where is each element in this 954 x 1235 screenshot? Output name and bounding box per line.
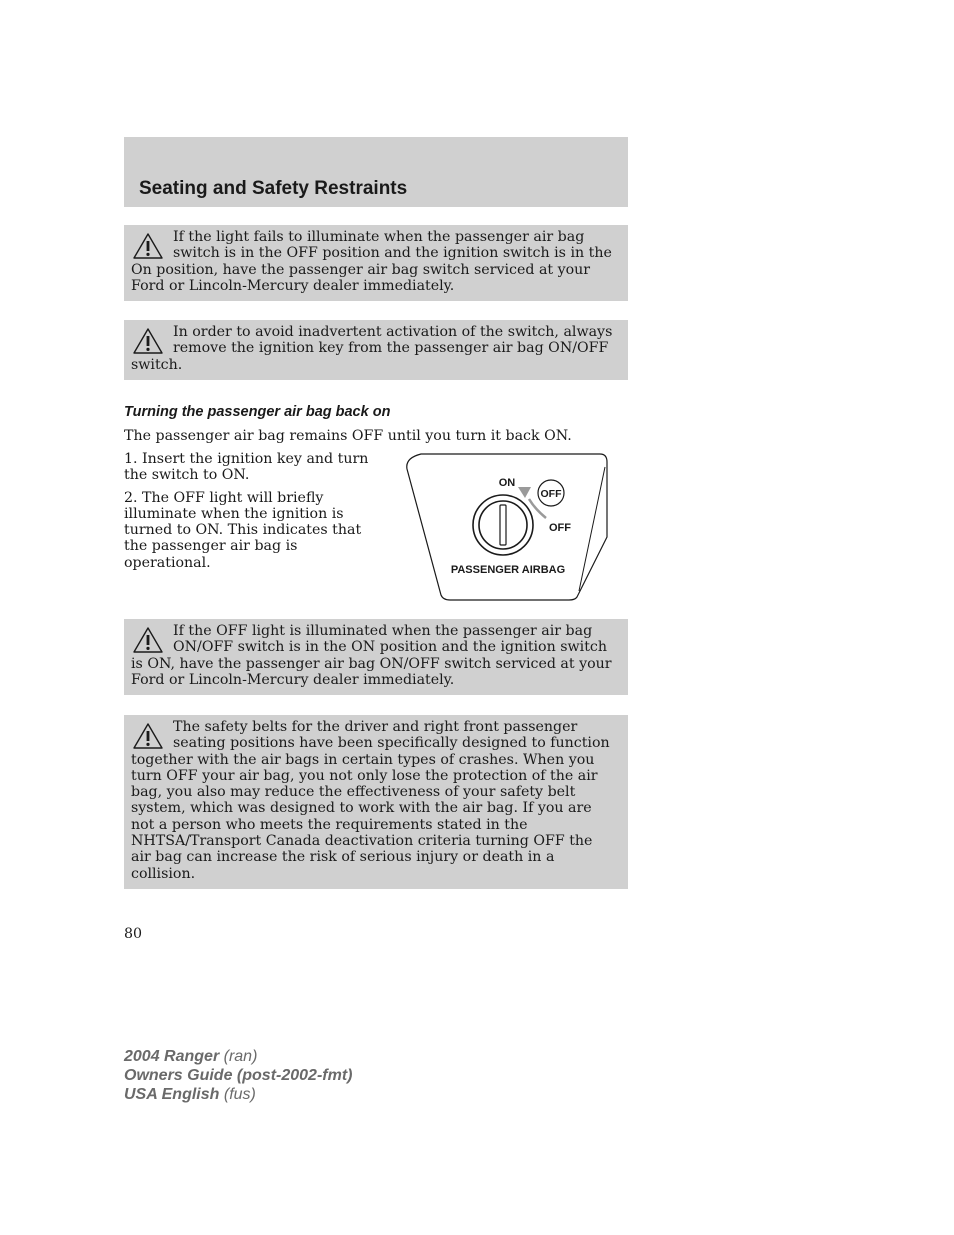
section-title: Seating and Safety Restraints (139, 178, 408, 199)
warning-text: In order to avoid inadvertent activation of the switch, always remove the ignition key from the passenger air bag ON/OFF switch. (131, 324, 613, 373)
footer-model-code: (ran) (223, 1048, 258, 1065)
warning-text: If the light fails to illuminate when the passenger air bag switch is in the OFF position and the ignition switch is in the On position, have the passenger air bag switch serviced at your Ford or Lincoln-Mercury dealer immediately. (131, 229, 612, 294)
warning-box (124, 619, 628, 695)
intro-text: The passenger air bag remains OFF until you turn it back ON. (124, 428, 572, 444)
warning-triangle-icon (131, 231, 165, 261)
warning-box (124, 225, 628, 301)
steps-list (124, 451, 374, 577)
passenger-airbag-label: PASSENGER AIRBAG (450, 564, 566, 576)
airbag-switch-illustration (405, 453, 610, 603)
warning-box (124, 715, 628, 889)
warning-triangle-icon (131, 326, 165, 356)
warning-triangle-icon (131, 625, 165, 655)
on-label: ON (498, 477, 516, 489)
footer-line (124, 1047, 352, 1066)
footer-model: 2004 Ranger (124, 1048, 220, 1065)
step-item: 2. The OFF light will briefly illuminate when the ignition is turned to ON. This indicates that the passenger air bag is operational. (124, 489, 362, 571)
section-header (124, 137, 628, 207)
warning-box (124, 320, 628, 380)
document-footer (124, 1047, 352, 1104)
footer-line (124, 1085, 352, 1104)
off-lamp-label: OFF (540, 488, 562, 500)
page-number: 80 (124, 926, 143, 942)
warning-text: The safety belts for the driver and right front passenger seating positions have been specifically designed to function together with the air bags in certain types of crashes. When you turn OFF your air bag, you not only lose the protection of the air bag, you also may reduce the effectiveness of your safety belt system, which was designed to work with the air bag. If you are not a person who meets the requirements stated in the NHTSA/Transport Canada deactivation criteria turning OFF the air bag can increase the risk of serious injury or death in a collision. (131, 719, 610, 882)
footer-line (124, 1066, 352, 1085)
step-item: 1. Insert the ignition key and turn the switch to ON. (124, 451, 369, 484)
off-position-label: OFF (549, 522, 571, 534)
footer-language: USA English (124, 1086, 220, 1103)
warning-text: If the OFF light is illuminated when the passenger air bag ON/OFF switch is in the ON position and the ignition switch is ON, have the passenger air bag ON/OFF switch serviced at your Ford or Lincoln-Mercury dealer immediately. (131, 623, 612, 688)
warning-triangle-icon (131, 721, 165, 751)
subheading: Turning the passenger air bag back on (124, 404, 391, 420)
footer-guide: Owners Guide (post-2002-fmt) (124, 1067, 353, 1084)
key-slot (500, 505, 506, 545)
footer-language-code: (fus) (223, 1086, 256, 1103)
